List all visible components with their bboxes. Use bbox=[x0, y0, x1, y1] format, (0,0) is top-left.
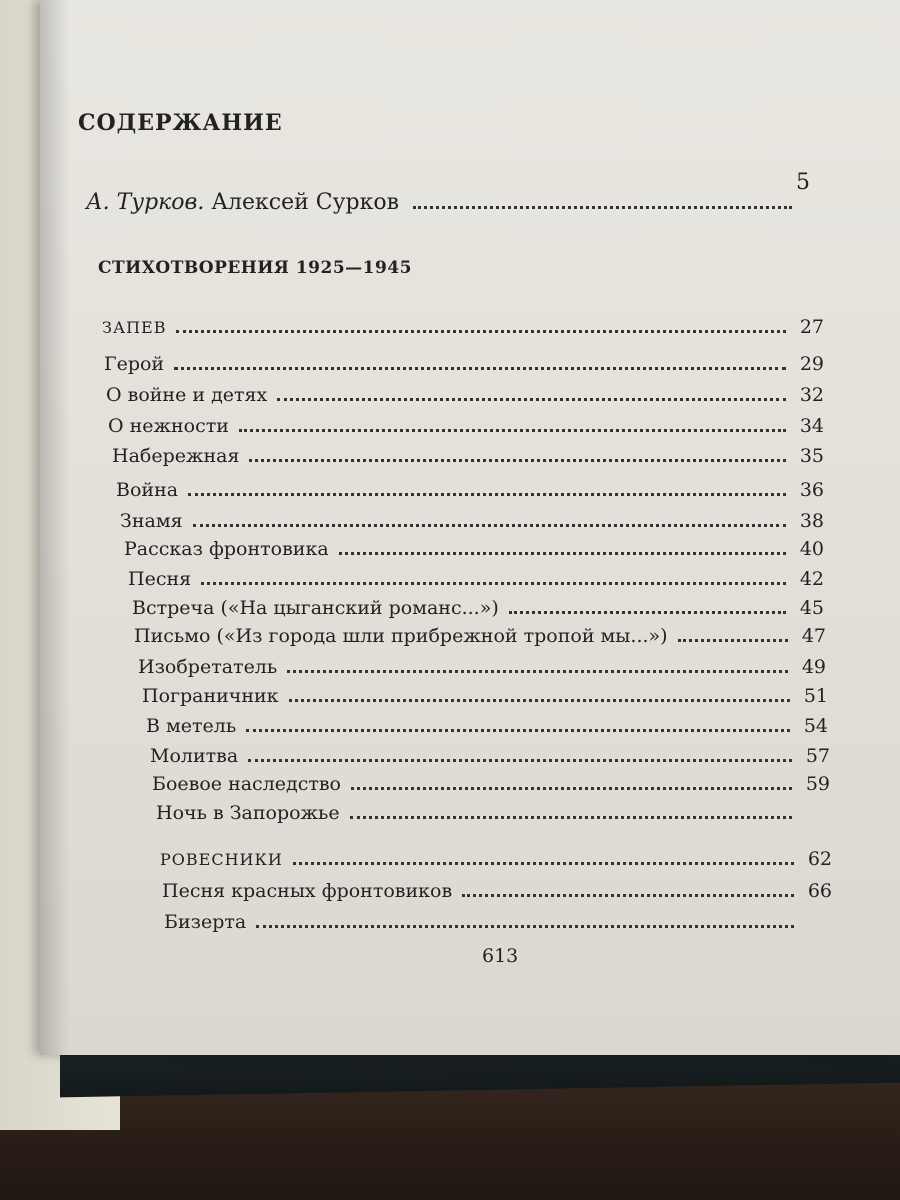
page-heading: СОДЕРЖАНИЕ bbox=[78, 110, 283, 136]
dot-leader bbox=[293, 857, 794, 865]
dot-leader bbox=[289, 694, 790, 702]
toc-page: 45 bbox=[799, 597, 824, 619]
dot-leader bbox=[287, 665, 788, 673]
toc-row bbox=[162, 880, 832, 908]
intro-page-number: 5 bbox=[796, 170, 810, 195]
dot-leader bbox=[201, 577, 786, 585]
toc-title: Пограничник bbox=[142, 685, 279, 707]
toc-row bbox=[106, 384, 824, 412]
toc-title: О нежности bbox=[108, 415, 229, 437]
toc-title: ЗАПЕВ bbox=[102, 318, 167, 337]
toc-page: 34 bbox=[799, 415, 824, 437]
dot-leader bbox=[249, 454, 786, 462]
toc-row bbox=[132, 597, 824, 625]
toc-row bbox=[108, 415, 824, 443]
intro-author: А. Турков. bbox=[86, 190, 205, 215]
toc-title: Молитва bbox=[150, 745, 239, 767]
dot-leader bbox=[174, 362, 786, 370]
toc-title: О войне и детях bbox=[106, 384, 268, 406]
toc-title: Письмо («Из города шли прибрежной тропой мы...») bbox=[134, 625, 668, 647]
toc-row bbox=[150, 745, 830, 773]
dot-leader bbox=[462, 889, 794, 897]
toc-page: 35 bbox=[799, 445, 824, 467]
gutter-shadow bbox=[40, 0, 70, 1055]
toc-page: 54 bbox=[803, 715, 828, 737]
toc-page: 57 bbox=[805, 745, 830, 767]
toc-title: Рассказ фронтовика bbox=[124, 538, 329, 560]
toc-page: 40 bbox=[799, 538, 824, 560]
toc-row bbox=[146, 715, 828, 743]
toc-page: 36 bbox=[799, 479, 824, 501]
toc-title: Песня bbox=[128, 568, 192, 590]
toc-row bbox=[134, 625, 826, 653]
dot-leader bbox=[256, 920, 794, 928]
dot-leader bbox=[239, 424, 786, 432]
dot-leader bbox=[188, 488, 786, 496]
toc-row bbox=[112, 445, 824, 473]
toc-row bbox=[116, 479, 824, 507]
toc-title: Знамя bbox=[120, 510, 183, 532]
intro-title: Алексей Сурков bbox=[211, 190, 400, 215]
toc-row bbox=[124, 538, 824, 566]
toc-row bbox=[104, 353, 824, 381]
toc-page: 29 bbox=[799, 353, 824, 375]
toc-page: 62 bbox=[807, 848, 832, 870]
dot-leader bbox=[413, 200, 792, 209]
toc-title: Песня красных фронтовиков bbox=[162, 880, 453, 902]
dot-leader bbox=[678, 634, 788, 642]
dot-leader bbox=[193, 519, 786, 527]
toc-title: Война bbox=[116, 479, 179, 501]
toc-row bbox=[142, 685, 828, 713]
section-title: СТИХОТВОРЕНИЯ 1925—1945 bbox=[98, 258, 412, 278]
toc-title: РОВЕСНИКИ bbox=[160, 850, 283, 869]
toc-title: Изобретатель bbox=[138, 656, 278, 678]
toc-page: 27 bbox=[799, 316, 824, 338]
toc-page: 49 bbox=[801, 656, 826, 678]
toc-row bbox=[120, 510, 824, 538]
dot-leader bbox=[246, 724, 790, 732]
toc-title: Набережная bbox=[112, 445, 240, 467]
toc-row bbox=[152, 773, 830, 801]
dot-leader bbox=[339, 547, 786, 555]
toc-row bbox=[156, 802, 830, 830]
toc-page: 32 bbox=[799, 384, 824, 406]
toc-row bbox=[138, 656, 826, 684]
dot-leader bbox=[509, 606, 786, 614]
toc-row bbox=[102, 316, 824, 344]
toc-title: Боевое наследство bbox=[152, 773, 341, 795]
dot-leader bbox=[351, 782, 792, 790]
dot-leader bbox=[176, 325, 786, 333]
toc-title: Бизерта bbox=[164, 911, 247, 933]
dot-leader bbox=[350, 811, 792, 819]
toc-page: 38 bbox=[799, 510, 824, 532]
toc-page: 59 bbox=[805, 773, 830, 795]
toc-page: 66 bbox=[807, 880, 832, 902]
toc-title: Ночь в Запорожье bbox=[156, 802, 340, 824]
toc-row bbox=[160, 848, 832, 876]
toc-page: 51 bbox=[803, 685, 828, 707]
dot-leader bbox=[248, 754, 792, 762]
toc-page: 42 bbox=[799, 568, 824, 590]
dot-leader bbox=[277, 393, 786, 401]
toc-title: Встреча («На цыганский романс...») bbox=[132, 597, 499, 619]
toc-page: 47 bbox=[801, 625, 826, 647]
toc-title: Герой bbox=[104, 353, 165, 375]
page-number: 613 bbox=[482, 945, 519, 967]
intro-entry bbox=[86, 190, 806, 215]
toc-row bbox=[164, 911, 832, 939]
toc-title: В метель bbox=[146, 715, 237, 737]
toc-row bbox=[128, 568, 824, 596]
